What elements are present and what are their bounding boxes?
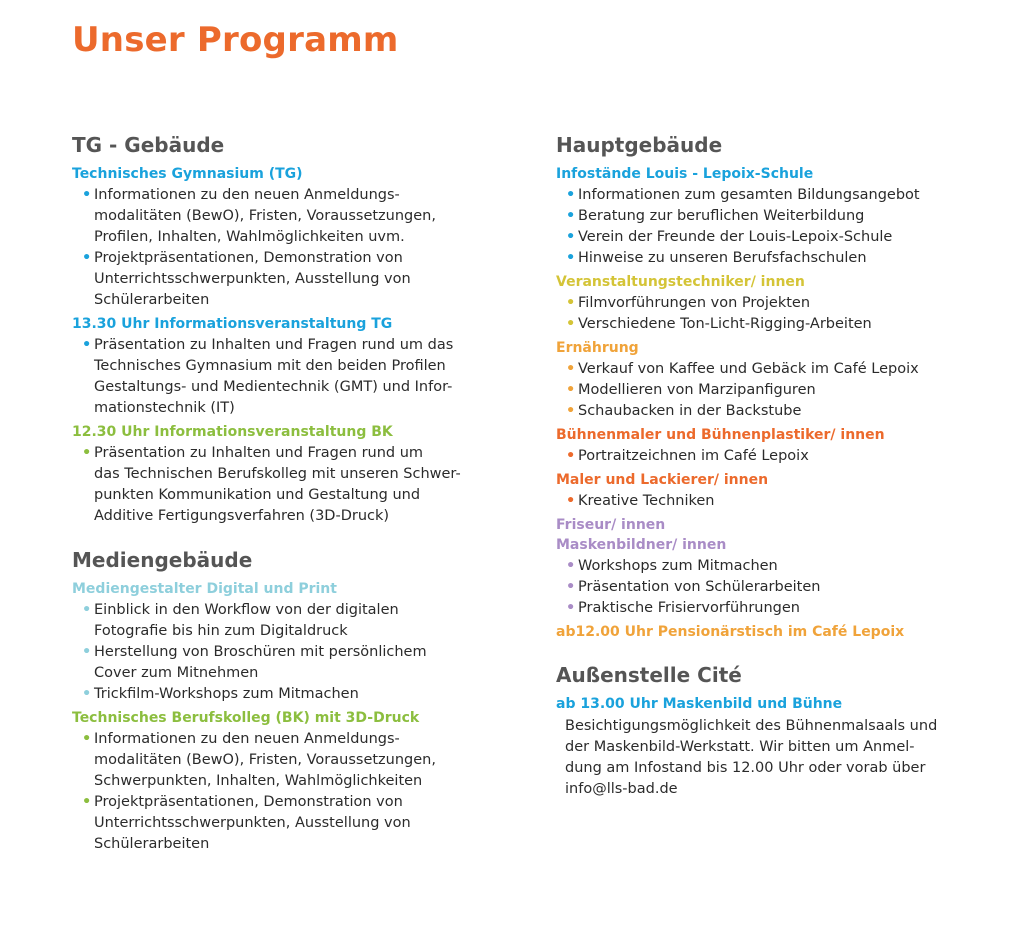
list-item-text: Präsentation zu Inhalten und Fragen rund um das Technischen Berufskolleg mit unseren Schwer- punkten Kommunikation und Gestaltung und Additive Fertigungsverfahren (3D-Druck): [94, 445, 461, 524]
list-item-text: Workshops zum Mitmachen: [578, 558, 778, 574]
list-item: [556, 491, 976, 512]
list-item: [556, 380, 976, 401]
list-item-text: Einblick in den Workflow von der digitalen Fotografie bis hin zum Digitaldruck: [94, 602, 399, 639]
bullet-list: [556, 359, 976, 422]
program-section: [556, 470, 976, 512]
bullet-list: [556, 293, 976, 335]
list-item: [556, 185, 976, 206]
program-section: [72, 422, 472, 527]
list-item: [556, 577, 976, 598]
bullet-list: [556, 556, 976, 619]
section-title: Mediengestalter Digital und Print: [72, 581, 337, 597]
bullet-dot: •: [566, 579, 576, 595]
building-heading: Außenstelle Cité: [556, 663, 742, 687]
bullet-dot: •: [82, 686, 92, 702]
bullet-list: [72, 443, 472, 527]
list-item-text: Informationen zum gesamten Bildungsangebot: [578, 187, 920, 203]
list-item-text: Trickfilm-Workshops zum Mitmachen: [94, 686, 359, 702]
bullet-dot: •: [566, 558, 576, 574]
program-section: [72, 164, 472, 311]
list-item-text: Schaubacken in der Backstube: [578, 403, 802, 419]
left-column: [72, 132, 472, 855]
list-item: [72, 792, 472, 855]
list-item-text: Präsentation zu Inhalten und Fragen rund um das Technisches Gymnasium mit den beiden Profilen Gestaltungs- und Medientechnik (GMT) und Infor- mationstechnik (IT): [94, 337, 454, 416]
list-item: [556, 598, 976, 619]
list-item-text: Modellieren von Marzipanfiguren: [578, 382, 816, 398]
section-title: 13.30 Uhr Informationsveranstaltung TG: [72, 316, 393, 332]
section-title: ab12.00 Uhr Pensionärstisch im Café Lepoix: [556, 624, 905, 640]
section-title: Bühnenmaler und Bühnenplastiker/ innen: [556, 427, 885, 443]
bullet-list: [72, 600, 472, 705]
program-section: [556, 694, 976, 800]
list-item-text: Verschiedene Ton-Licht-Rigging-Arbeiten: [578, 316, 872, 332]
list-item: [556, 359, 976, 380]
list-item-text: Verein der Freunde der Louis-Lepoix-Schule: [578, 229, 893, 245]
list-item: [556, 248, 976, 269]
bullet-list: [72, 185, 472, 311]
right-column: [556, 132, 976, 800]
section-title: 12.30 Uhr Informationsveranstaltung BK: [72, 424, 393, 440]
program-section: [556, 272, 976, 335]
bullet-list: [556, 185, 976, 269]
list-item: [556, 446, 976, 467]
building-heading: TG - Gebäude: [72, 133, 225, 157]
bullet-dot: •: [566, 361, 576, 377]
bullet-dot: •: [566, 250, 576, 266]
list-item-text: Filmvorführungen von Projekten: [578, 295, 811, 311]
list-item-text: Präsentation von Schülerarbeiten: [578, 579, 821, 595]
section-title: Technisches Gymnasium (TG): [72, 166, 303, 182]
list-item-text: Projektpräsentationen, Demonstration von Unterrichtsschwerpunkten, Ausstellung von Schülerarbeiten: [94, 794, 411, 852]
bullet-dot: •: [566, 208, 576, 224]
bullet-dot: •: [566, 493, 576, 509]
bullet-dot: •: [82, 794, 92, 810]
bullet-dot: •: [82, 337, 92, 353]
list-item: [72, 729, 472, 792]
section-title: Ernährung: [556, 340, 639, 356]
list-item: [72, 600, 472, 642]
list-item-text: Hinweise zu unseren Berufsfachschulen: [578, 250, 867, 266]
program-section: [72, 579, 472, 705]
section-title: Infostände Louis - Lepoix-Schule: [556, 166, 814, 182]
page-title: Unser Programm: [72, 20, 399, 60]
bullet-dot: •: [82, 602, 92, 618]
program-section: [72, 314, 472, 419]
section-title: Veranstaltungstechniker/ innen: [556, 274, 805, 290]
list-item: [72, 684, 472, 705]
list-item-text: Informationen zu den neuen Anmeldungs- modalitäten (BewO), Fristen, Voraussetzungen, Profilen, Inhalten, Wahlmöglichkeiten uvm.: [94, 187, 436, 245]
bullet-dot: •: [82, 445, 92, 461]
bullet-dot: •: [82, 731, 92, 747]
list-item: [72, 335, 472, 419]
list-item: [556, 556, 976, 577]
bullet-dot: •: [566, 382, 576, 398]
program-section: [556, 425, 976, 467]
program-section: [556, 338, 976, 422]
building-heading: Mediengebäude: [72, 548, 253, 572]
list-item: [556, 206, 976, 227]
bullet-dot: •: [566, 187, 576, 203]
section-title: Friseur/ innen Maskenbildner/ innen: [556, 517, 727, 553]
list-item-text: Informationen zu den neuen Anmeldungs- modalitäten (BewO), Fristen, Voraussetzungen, Schwerpunkten, Inhalten, Wahlmöglichkeiten: [94, 731, 436, 789]
bullet-dot: •: [82, 187, 92, 203]
section-text: Besichtigungsmöglichkeit des Bühnenmalsaals und der Maskenbild-Werkstatt. Wir bitten um Anmel- dung am Infostand bis 12.00 Uhr oder vorab über info@lls-bad.de: [565, 718, 938, 797]
bullet-dot: •: [82, 644, 92, 660]
list-item-text: Portraitzeichnen im Café Lepoix: [578, 448, 809, 464]
bullet-list: [72, 335, 472, 419]
list-item-text: Kreative Techniken: [578, 493, 715, 509]
list-item: [556, 293, 976, 314]
program-section: [556, 164, 976, 269]
building-heading: Hauptgebäude: [556, 133, 723, 157]
bullet-dot: •: [566, 316, 576, 332]
bullet-dot: •: [566, 448, 576, 464]
list-item: [72, 248, 472, 311]
list-item-text: Beratung zur beruflichen Weiterbildung: [578, 208, 865, 224]
bullet-list: [556, 491, 976, 512]
section-title: Maler und Lackierer/ innen: [556, 472, 769, 488]
program-section: [556, 515, 976, 619]
bullet-dot: •: [566, 403, 576, 419]
bullet-dot: •: [566, 295, 576, 311]
list-item-text: Projektpräsentationen, Demonstration von Unterrichtsschwerpunkten, Ausstellung von Schülerarbeiten: [94, 250, 411, 308]
list-item-text: Verkauf von Kaffee und Gebäck im Café Lepoix: [578, 361, 919, 377]
program-section: [72, 708, 472, 855]
list-item: [72, 185, 472, 248]
bullet-list: [556, 446, 976, 467]
bullet-dot: •: [566, 600, 576, 616]
bullet-list: [72, 729, 472, 855]
list-item: [72, 642, 472, 684]
section-title: ab 13.00 Uhr Maskenbild und Bühne: [556, 696, 843, 712]
program-section: [556, 622, 976, 642]
list-item: [72, 443, 472, 527]
section-title: Technisches Berufskolleg (BK) mit 3D-Druck: [72, 710, 420, 726]
list-item: [556, 314, 976, 335]
list-item: [556, 401, 976, 422]
list-item-text: Praktische Frisiervorführungen: [578, 600, 800, 616]
bullet-dot: •: [82, 250, 92, 266]
list-item: [556, 227, 976, 248]
list-item-text: Herstellung von Broschüren mit persönlichem Cover zum Mitnehmen: [94, 644, 427, 681]
bullet-dot: •: [566, 229, 576, 245]
